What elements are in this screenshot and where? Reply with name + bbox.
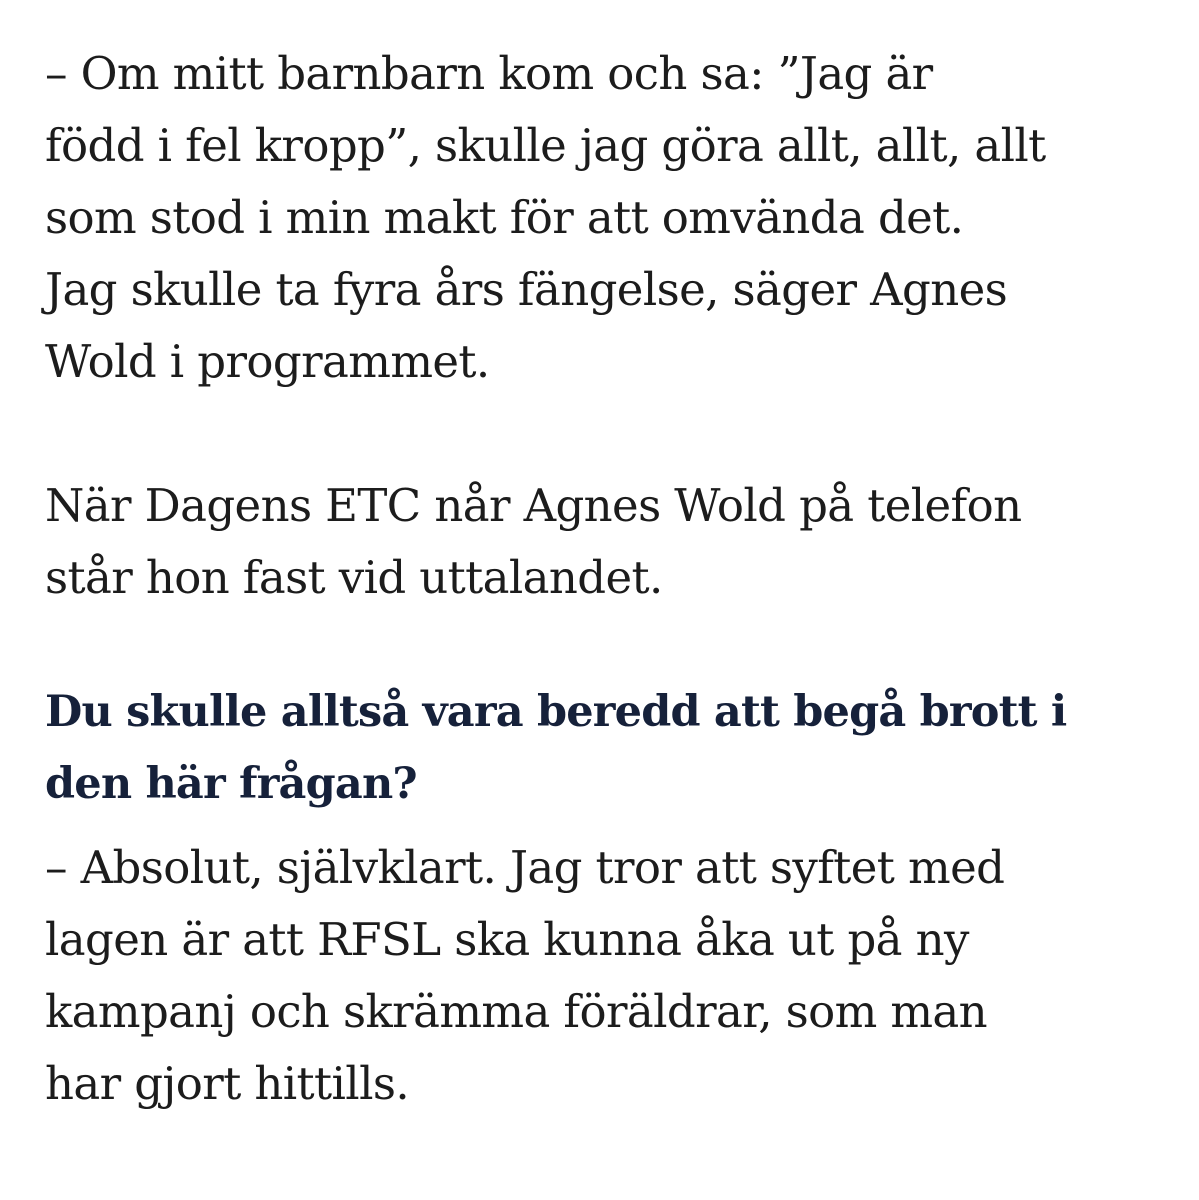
answer-paragraph xyxy=(45,832,1165,1120)
question-line: Du skulle alltså vara beredd att begå brott i xyxy=(45,687,1067,737)
text-line: lagen är att RFSL ska kunna åka ut på ny xyxy=(45,913,969,966)
text-line: kampanj och skrämma föräldrar, som man xyxy=(45,985,988,1038)
text-line: har gjort hittills. xyxy=(45,1057,410,1110)
text-line: född i fel kropp”, skulle jag göra allt, allt, allt xyxy=(45,119,1046,172)
context-paragraph xyxy=(45,470,1165,614)
interview-question xyxy=(45,676,1165,820)
question-line: den här frågan? xyxy=(45,759,417,809)
text-line: När Dagens ETC når Agnes Wold på telefon xyxy=(45,479,1022,532)
quote-paragraph xyxy=(45,38,1165,398)
text-line: Wold i programmet. xyxy=(45,335,490,388)
text-line: – Absolut, självklart. Jag tror att syftet med xyxy=(45,841,1005,894)
text-line: som stod i min makt för att omvända det. xyxy=(45,191,964,244)
text-line: Jag skulle ta fyra års fängelse, säger Agnes xyxy=(45,263,1008,316)
article-body xyxy=(45,38,1165,1120)
text-line: står hon fast vid uttalandet. xyxy=(45,551,663,604)
text-line: – Om mitt barnbarn kom och sa: ”Jag är xyxy=(45,47,933,100)
